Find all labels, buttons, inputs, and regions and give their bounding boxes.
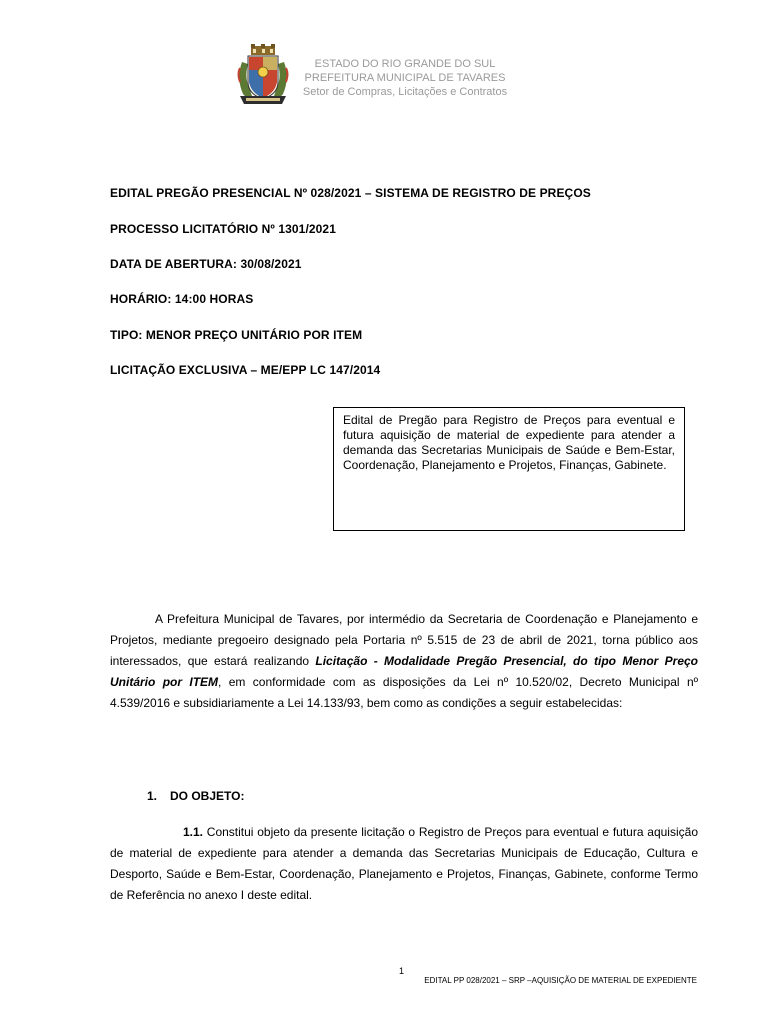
licitacao-line: LICITAÇÃO EXCLUSIVA – ME/EPP LC 147/2014: [110, 363, 381, 377]
data-abertura-line: DATA DE ABERTURA: 30/08/2021: [110, 257, 302, 271]
coat-of-arms-icon: [234, 44, 292, 108]
section-heading-objeto: [147, 789, 244, 803]
section-title: DO OBJETO:: [170, 789, 245, 803]
section-1-1-paragraph: [110, 822, 698, 906]
page-number: 1: [399, 966, 405, 976]
item-text: Constitui objeto da presente licitação o Registro de Preços para eventual e futura aquisição de material de expediente para atender a demanda das Secretarias Municipais de Educação, Cultura e Desporto, Saúde e Bem-Estar, Coordenação, Planejamento e Projetos, Finanças, Gabinete, conforme Termo de Referência no anexo I deste edital.: [110, 825, 698, 902]
prefecture-name: PREFEITURA MUNICIPAL DE TAVARES: [304, 72, 506, 84]
section-number: 1.: [147, 789, 158, 803]
intro-emphasis: Licitação - Modalidade Pregão Presencial, do tipo Menor Preço Unitário por ITEM: [110, 654, 698, 689]
footer-text: EDITAL PP 028/2021 – SRP –AQUISIÇÃO DE MATERIAL DE EXPEDIENTE: [424, 976, 697, 985]
intro-paragraph: [110, 609, 698, 714]
processo-line: PROCESSO LICITATÓRIO Nº 1301/2021: [110, 222, 336, 236]
tipo-line: TIPO: MENOR PREÇO UNITÁRIO POR ITEM: [110, 328, 363, 342]
item-number: 1.1.: [183, 825, 204, 839]
sector-name: Setor de Compras, Licitações e Contratos: [302, 86, 508, 98]
object-summary-box: [333, 407, 685, 531]
edital-title: EDITAL PREGÃO PRESENCIAL Nº 028/2021 – SISTEMA DE REGISTRO DE PREÇOS: [110, 186, 591, 200]
object-summary-text: Edital de Pregão para Registro de Preços para eventual e futura aquisição de material de expediente para atender a demanda das Secretarias Municipais de Saúde e Bem-Estar, Coordenação, Planejamento e Projetos, Finanças, Gabinete.: [343, 413, 675, 472]
intro-text-part2: , em conformidade com as disposições da Lei nº 10.520/02, Decreto Municipal nº 4.539/2016 e subsidiariamente a Lei 14.133/93, bem como as condições a seguir estabelecidas:: [110, 675, 698, 710]
letterhead: [290, 57, 520, 99]
horario-line: HORÁRIO: 14:00 HORAS: [110, 292, 254, 306]
intro-text-part1: A Prefeitura Municipal de Tavares, por intermédio da Secretaria de Coordenação e Planejamento e Projetos, mediante pregoeiro designado pela Portaria nº 5.515 de 23 de abril de 2021, torna público aos interessados, que estará realizando: [110, 612, 698, 668]
state-name: ESTADO DO RIO GRANDE DO SUL: [314, 58, 496, 70]
